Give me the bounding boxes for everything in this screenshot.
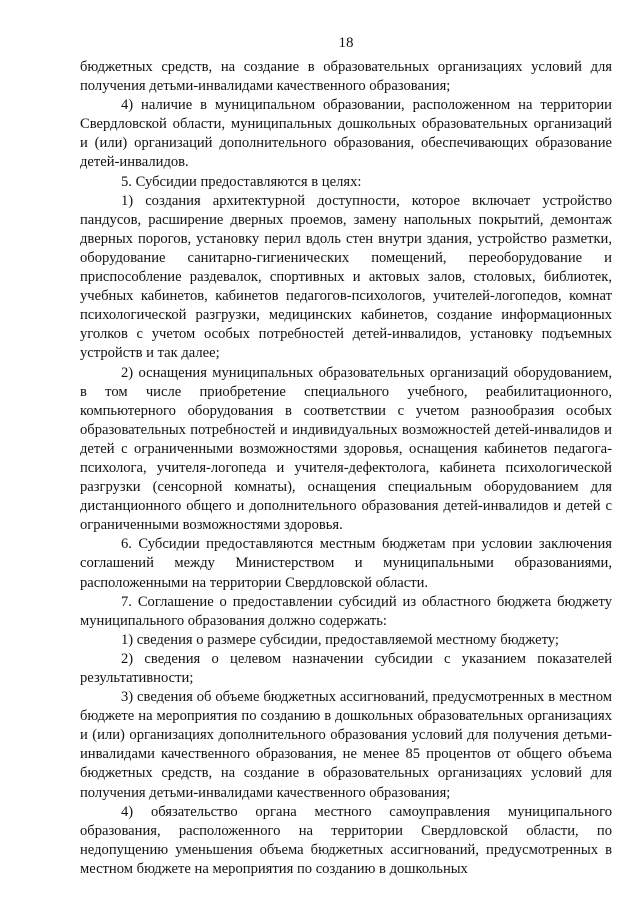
- page-number: 18: [338, 35, 354, 51]
- paragraph: 7. Соглашение о предоставлении субсидий из областного бюджета бюджету муниципального образования должно содержать:: [80, 593, 612, 629]
- paragraph: 1) создания архитектурной доступности, которое включает устройство пандусов, расширение дверных проемов, замену напольных покрытий, демонтаж дверных порогов, установку перил вдоль стен внутри здания, устройство разметки, оборудование санитарно-гигиенических помещений, переоборудование и приспособление раздевалок, спортивных и актовых залов, столовых, библиотек, учебных кабинетов, кабинетов педагогов-психологов, учителей-логопедов, комнат психологической разгрузки, медицинских кабинетов, создание информационных уголков с учетом особых потребностей детей-инвалидов, установку подъемных устройств и так далее;: [80, 192, 612, 362]
- paragraph: 6. Субсидии предоставляются местным бюджетам при условии заключения соглашений между Министерством и муниципальными образованиями, расположенными на территории Свердловской области.: [80, 536, 612, 591]
- paragraph: бюджетных средств, на создание в образовательных организациях условий для получения детьми-инвалидами качественного образования;: [80, 59, 612, 95]
- paragraph: 5. Субсидии предоставляются в целях:: [121, 173, 362, 190]
- paragraph: 2) сведения о целевом назначении субсидии с указанием показателей результативности;: [80, 650, 612, 686]
- paragraph: 4) наличие в муниципальном образовании, расположенном на территории Свердловской области, муниципальных дошкольных образовательных организаций и (или) организаций дополнительного образования, обеспечивающих образование детей-инвалидов.: [80, 97, 612, 171]
- document-page: [80, 34, 612, 879]
- document-body: [80, 58, 612, 879]
- paragraph: 2) оснащения муниципальных образовательных организаций оборудованием, в том числе приобретение специального учебного, реабилитационного, компьютерного оборудования в соответствии с учетом разнообразия особых образовательных потребностей и индивидуальных возможностей детей-инвалидов и детей с ограниченными возможностями здоровья, оснащения кабинетов педагога-психолога, учителя-логопеда и учителя-дефектолога, кабинета психологической разгрузки (сенсорной комнаты), оснащения специальным оборудованием для дистанционного общего и дополнительного образования детей-инвалидов и детей с ограниченными возможностями здоровья.: [80, 364, 612, 534]
- paragraph: 1) сведения о размере субсидии, предоставляемой местному бюджету;: [121, 631, 559, 648]
- paragraph: 3) сведения об объеме бюджетных ассигнований, предусмотренных в местном бюджете на мероприятия по созданию в дошкольных образовательных организациях и (или) организациях дополнительного образования условий для получения детьми-инвалидами качественного образования, не менее 85 процентов от общего объема бюджетных средств, на создание в образовательных организациях условий для получения детьми-инвалидами качественного образования;: [80, 689, 612, 801]
- paragraph: 4) обязательство органа местного самоуправления муниципального образования, расположенного на территории Свердловской области, по недопущению уменьшения объема бюджетных ассигнований, предусмотренных в местном бюджете на мероприятия по созданию в дошкольных: [80, 803, 612, 877]
